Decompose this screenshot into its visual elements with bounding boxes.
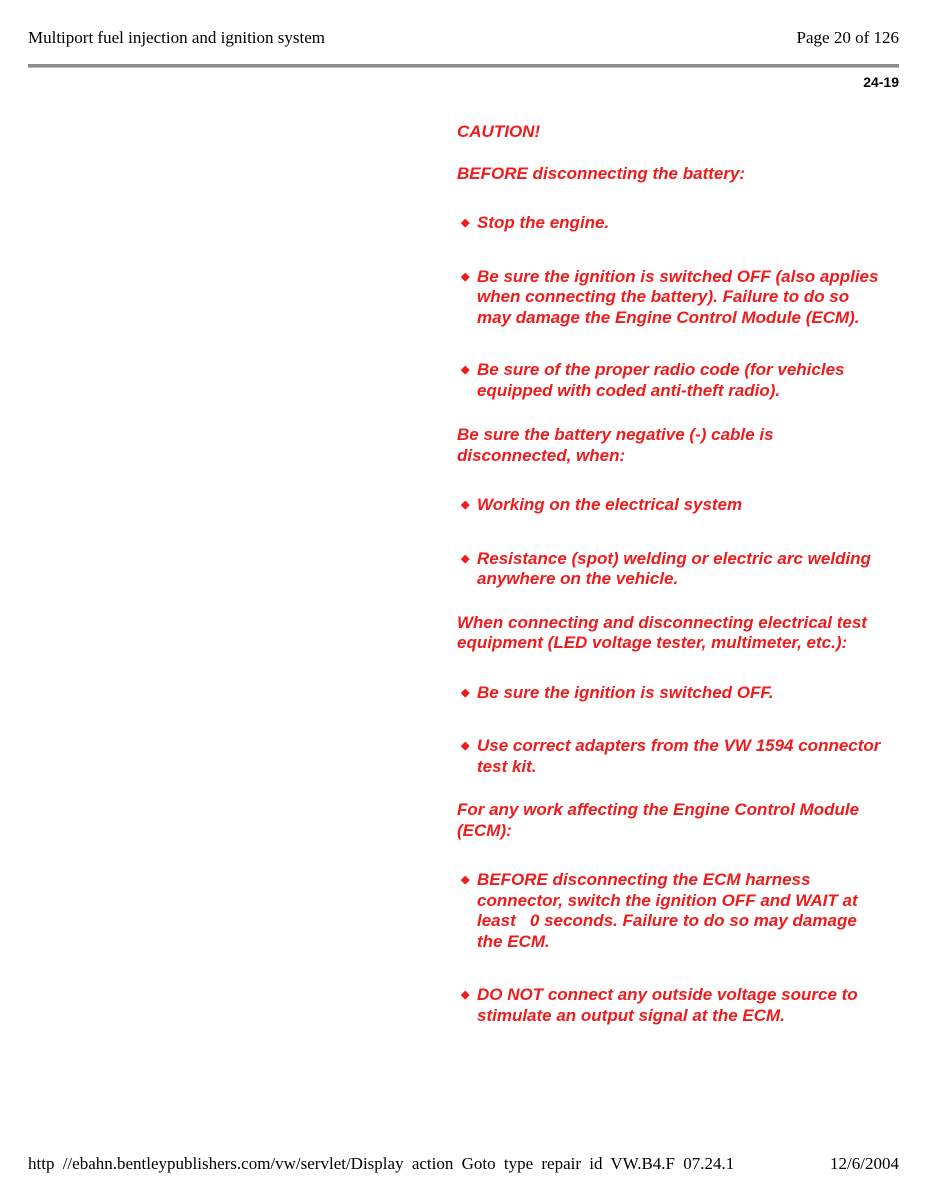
diamond-bullet-icon: ◆ xyxy=(461,499,470,511)
caution-block xyxy=(457,122,887,1026)
list-item xyxy=(457,736,887,777)
diamond-bullet-icon: ◆ xyxy=(461,270,470,283)
list-item xyxy=(457,213,887,234)
footer-date: 12/6/2004 xyxy=(830,1154,899,1173)
page-indicator: Page 20 of 126 xyxy=(796,28,899,47)
document-title: Multiport fuel injection and ignition system xyxy=(28,28,325,47)
caution-heading: CAUTION! xyxy=(457,122,541,141)
list-item xyxy=(457,360,887,401)
footer-source-url: http //ebahn.bentleypublishers.com/vw/servlet/Display action Goto type repair id VW.B4.F 07.24.1 xyxy=(28,1154,735,1173)
list-item-text: DO NOT connect any outside voltage source to stimulate an output signal at the ECM. xyxy=(477,985,858,1025)
diamond-bullet-icon: ◆ xyxy=(461,552,470,565)
list-item-text: Working on the electrical system xyxy=(477,495,743,514)
ecm-intro: For any work affecting the Engine Control Module (ECM): xyxy=(457,800,860,840)
list-item-text: Be sure of the proper radio code (for vehicles equipped with coded anti-theft radio). xyxy=(477,360,845,400)
list-item xyxy=(457,267,887,329)
test-equipment-intro: When connecting and disconnecting electrical test equipment (LED voltage tester, multimeter, etc.): xyxy=(457,612,867,652)
diamond-bullet-icon: ◆ xyxy=(461,740,470,752)
diamond-bullet-icon: ◆ xyxy=(461,686,470,699)
list-item-text: Be sure the ignition is switched OFF. xyxy=(477,682,774,702)
list-item-text: Be sure the ignition is switched OFF (also applies when connecting the battery). Failure to do so may damage the Engine Control Module (ECM). xyxy=(477,266,879,327)
battery-intro: BEFORE disconnecting the battery: xyxy=(457,163,746,183)
list-item xyxy=(457,495,887,516)
list-item-text: BEFORE disconnecting the ECM harness connector, switch the ignition OFF and WAIT at least 0 seconds. Failure to do so may damage the ECM. xyxy=(477,870,863,951)
list-item xyxy=(457,985,887,1026)
list-item-text: Resistance (spot) welding or electric arc welding anywhere on the vehicle. xyxy=(477,548,871,588)
list-item-text: Use correct adapters from the VW 1594 connector test kit. xyxy=(477,736,881,776)
diamond-bullet-icon: ◆ xyxy=(461,364,470,376)
list-item-text: Stop the engine. xyxy=(477,213,610,232)
header-divider xyxy=(28,64,899,68)
diamond-bullet-icon: ◆ xyxy=(461,989,470,1001)
diamond-bullet-icon: ◆ xyxy=(461,217,470,229)
list-item xyxy=(457,870,887,952)
diamond-bullet-icon: ◆ xyxy=(461,874,470,886)
section-number: 24-19 xyxy=(863,74,899,90)
list-item xyxy=(457,549,887,590)
list-item xyxy=(457,683,887,704)
negative-cable-intro: Be sure the battery negative (-) cable is disconnected, when: xyxy=(457,425,774,465)
